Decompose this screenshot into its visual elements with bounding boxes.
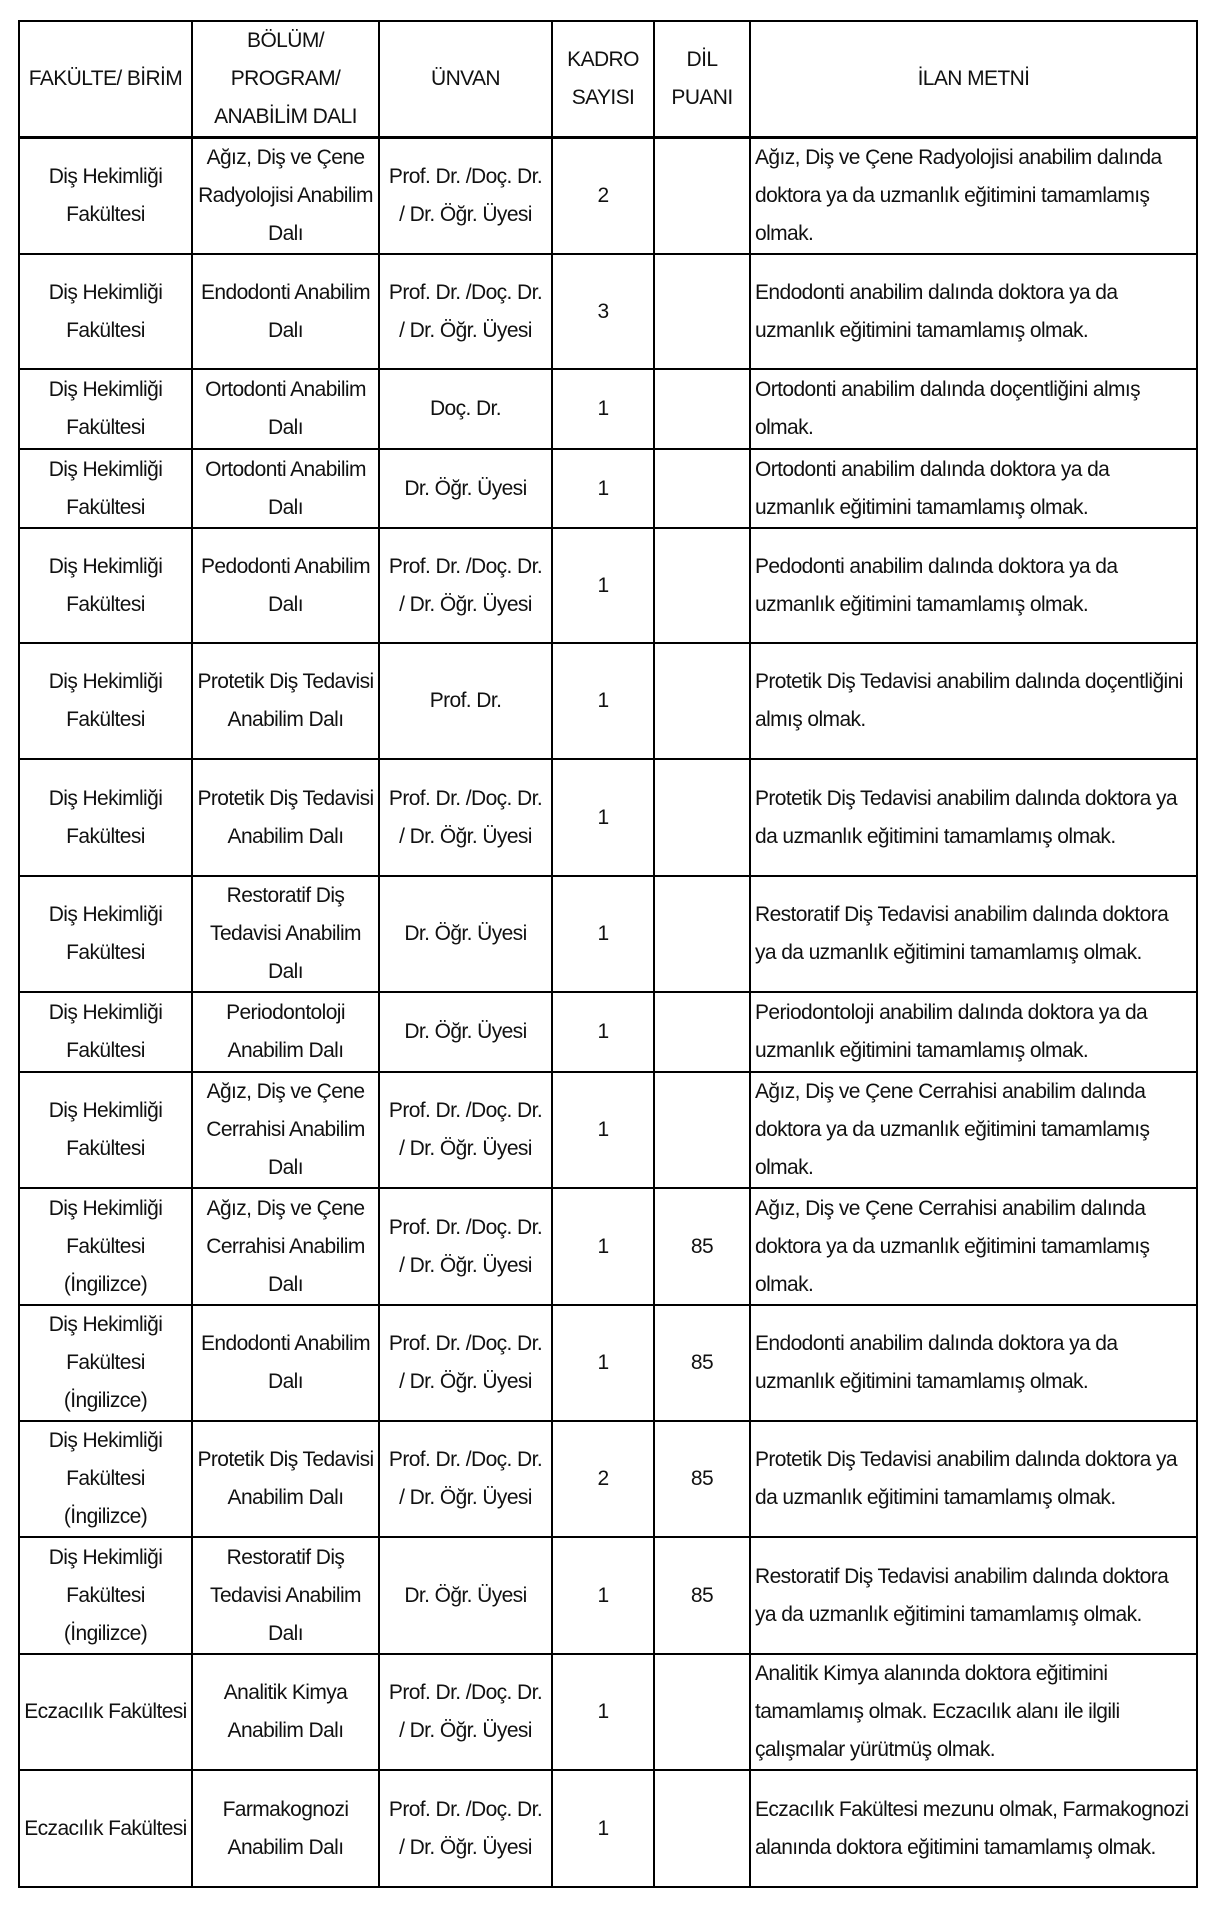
table-row xyxy=(19,254,1197,369)
cell-unvan: Prof. Dr. /Doç. Dr. / Dr. Öğr. Üyesi xyxy=(379,1188,552,1305)
table-row xyxy=(19,643,1197,759)
cell-fakulte: Diş Hekimliği Fakültesi xyxy=(19,528,192,643)
cell-ilan: Ortodonti anabilim dalında doktora ya da uzmanlık eğitimini tamamlamış olmak. xyxy=(750,449,1197,528)
cell-bolum: Farmakognozi Anabilim Dalı xyxy=(192,1770,379,1887)
cell-unvan: Prof. Dr. /Doç. Dr. / Dr. Öğr. Üyesi xyxy=(379,1305,552,1421)
cell-kadro: 2 xyxy=(552,138,654,255)
cell-fakulte: Eczacılık Fakültesi xyxy=(19,1770,192,1887)
table-row xyxy=(19,759,1197,876)
cell-fakulte: Diş Hekimliği Fakültesi (İngilizce) xyxy=(19,1537,192,1654)
cell-kadro: 1 xyxy=(552,643,654,759)
table-row xyxy=(19,1654,1197,1770)
cell-dil xyxy=(654,876,750,992)
cell-bolum: Ortodonti Anabilim Dalı xyxy=(192,449,379,528)
cell-unvan: Prof. Dr. xyxy=(379,643,552,759)
cell-ilan: Protetik Diş Tedavisi anabilim dalında doktora ya da uzmanlık eğitimini tamamlamış olmak. xyxy=(750,1421,1197,1537)
cell-ilan: Analitik Kimya alanında doktora eğitimini tamamlamış olmak. Eczacılık alanı ile ilgili çalışmalar yürütmüş olmak. xyxy=(750,1654,1197,1770)
cell-unvan: Dr. Öğr. Üyesi xyxy=(379,1537,552,1654)
cell-ilan: Eczacılık Fakültesi mezunu olmak, Farmakognozi alanında doktora eğitimini tamamlamış olmak. xyxy=(750,1770,1197,1887)
cell-kadro: 2 xyxy=(552,1421,654,1537)
cell-dil xyxy=(654,138,750,255)
cell-kadro: 1 xyxy=(552,876,654,992)
cell-dil: 85 xyxy=(654,1421,750,1537)
cell-kadro: 1 xyxy=(552,1305,654,1421)
cell-kadro: 3 xyxy=(552,254,654,369)
table-row xyxy=(19,876,1197,992)
cell-kadro: 1 xyxy=(552,1537,654,1654)
cell-bolum: Periodontoloji Anabilim Dalı xyxy=(192,992,379,1072)
cell-ilan: Endodonti anabilim dalında doktora ya da uzmanlık eğitimini tamamlamış olmak. xyxy=(750,1305,1197,1421)
cell-fakulte: Diş Hekimliği Fakültesi xyxy=(19,759,192,876)
cell-unvan: Prof. Dr. /Doç. Dr. / Dr. Öğr. Üyesi xyxy=(379,254,552,369)
cell-kadro: 1 xyxy=(552,1654,654,1770)
cell-dil xyxy=(654,643,750,759)
cell-dil xyxy=(654,449,750,528)
cell-unvan: Prof. Dr. /Doç. Dr. / Dr. Öğr. Üyesi xyxy=(379,1770,552,1887)
cell-dil xyxy=(654,528,750,643)
cell-unvan: Prof. Dr. /Doç. Dr. / Dr. Öğr. Üyesi xyxy=(379,1421,552,1537)
cell-fakulte: Diş Hekimliği Fakültesi xyxy=(19,138,192,255)
cell-dil: 85 xyxy=(654,1537,750,1654)
cell-fakulte: Diş Hekimliği Fakültesi xyxy=(19,876,192,992)
cell-fakulte: Diş Hekimliği Fakültesi (İngilizce) xyxy=(19,1305,192,1421)
cell-kadro: 1 xyxy=(552,992,654,1072)
cell-unvan: Prof. Dr. /Doç. Dr. / Dr. Öğr. Üyesi xyxy=(379,138,552,255)
header-dil: DİL PUANI xyxy=(654,21,750,138)
cell-ilan: Ağız, Diş ve Çene Cerrahisi anabilim dalında doktora ya da uzmanlık eğitimini tamamlamış olmak. xyxy=(750,1072,1197,1188)
cell-bolum: Pedodonti Anabilim Dalı xyxy=(192,528,379,643)
cell-ilan: Endodonti anabilim dalında doktora ya da uzmanlık eğitimini tamamlamış olmak. xyxy=(750,254,1197,369)
cell-bolum: Endodonti Anabilim Dalı xyxy=(192,254,379,369)
table-row xyxy=(19,1305,1197,1421)
cell-bolum: Ağız, Diş ve Çene Radyolojisi Anabilim Dalı xyxy=(192,138,379,255)
cell-unvan: Dr. Öğr. Üyesi xyxy=(379,876,552,992)
cell-fakulte: Diş Hekimliği Fakültesi xyxy=(19,449,192,528)
cell-ilan: Protetik Diş Tedavisi anabilim dalında doktora ya da uzmanlık eğitimini tamamlamış olmak. xyxy=(750,759,1197,876)
cell-kadro: 1 xyxy=(552,1072,654,1188)
table-header-row xyxy=(19,21,1197,138)
cell-fakulte: Diş Hekimliği Fakültesi (İngilizce) xyxy=(19,1188,192,1305)
cell-fakulte: Diş Hekimliği Fakültesi xyxy=(19,254,192,369)
table-row xyxy=(19,138,1197,255)
cell-dil xyxy=(654,759,750,876)
cell-fakulte: Diş Hekimliği Fakültesi xyxy=(19,1072,192,1188)
faculty-positions-table xyxy=(18,20,1198,1888)
cell-bolum: Protetik Diş Tedavisi Anabilim Dalı xyxy=(192,759,379,876)
cell-fakulte: Eczacılık Fakültesi xyxy=(19,1654,192,1770)
cell-kadro: 1 xyxy=(552,528,654,643)
cell-bolum: Ağız, Diş ve Çene Cerrahisi Anabilim Dalı xyxy=(192,1072,379,1188)
cell-dil xyxy=(654,1770,750,1887)
cell-dil: 85 xyxy=(654,1188,750,1305)
table-row xyxy=(19,1421,1197,1537)
cell-ilan: Ağız, Diş ve Çene Cerrahisi anabilim dalında doktora ya da uzmanlık eğitimini tamamlamış olmak. xyxy=(750,1188,1197,1305)
table-row xyxy=(19,1188,1197,1305)
table-row xyxy=(19,369,1197,449)
cell-unvan: Doç. Dr. xyxy=(379,369,552,449)
header-kadro: KADRO SAYISI xyxy=(552,21,654,138)
cell-bolum: Protetik Diş Tedavisi Anabilim Dalı xyxy=(192,1421,379,1537)
cell-dil xyxy=(654,1072,750,1188)
cell-ilan: Restoratif Diş Tedavisi anabilim dalında doktora ya da uzmanlık eğitimini tamamlamış olmak. xyxy=(750,1537,1197,1654)
table-row xyxy=(19,528,1197,643)
cell-ilan: Pedodonti anabilim dalında doktora ya da uzmanlık eğitimini tamamlamış olmak. xyxy=(750,528,1197,643)
cell-kadro: 1 xyxy=(552,759,654,876)
cell-kadro: 1 xyxy=(552,1770,654,1887)
cell-bolum: Restoratif Diş Tedavisi Anabilim Dalı xyxy=(192,876,379,992)
cell-bolum: Analitik Kimya Anabilim Dalı xyxy=(192,1654,379,1770)
cell-ilan: Ortodonti anabilim dalında doçentliğini almış olmak. xyxy=(750,369,1197,449)
table-row xyxy=(19,449,1197,528)
header-fakulte: FAKÜLTE/ BİRİM xyxy=(19,21,192,138)
cell-unvan: Prof. Dr. /Doç. Dr. / Dr. Öğr. Üyesi xyxy=(379,1072,552,1188)
cell-unvan: Prof. Dr. /Doç. Dr. / Dr. Öğr. Üyesi xyxy=(379,759,552,876)
cell-bolum: Protetik Diş Tedavisi Anabilim Dalı xyxy=(192,643,379,759)
cell-dil xyxy=(654,1654,750,1770)
header-unvan: ÜNVAN xyxy=(379,21,552,138)
cell-bolum: Restoratif Diş Tedavisi Anabilim Dalı xyxy=(192,1537,379,1654)
cell-unvan: Prof. Dr. /Doç. Dr. / Dr. Öğr. Üyesi xyxy=(379,528,552,643)
cell-dil xyxy=(654,992,750,1072)
cell-fakulte: Diş Hekimliği Fakültesi (İngilizce) xyxy=(19,1421,192,1537)
table-row xyxy=(19,1537,1197,1654)
cell-kadro: 1 xyxy=(552,449,654,528)
cell-bolum: Ağız, Diş ve Çene Cerrahisi Anabilim Dalı xyxy=(192,1188,379,1305)
table-row xyxy=(19,992,1197,1072)
cell-fakulte: Diş Hekimliği Fakültesi xyxy=(19,992,192,1072)
cell-fakulte: Diş Hekimliği Fakültesi xyxy=(19,643,192,759)
cell-fakulte: Diş Hekimliği Fakültesi xyxy=(19,369,192,449)
table-row xyxy=(19,1770,1197,1887)
cell-bolum: Ortodonti Anabilim Dalı xyxy=(192,369,379,449)
cell-unvan: Dr. Öğr. Üyesi xyxy=(379,992,552,1072)
cell-bolum: Endodonti Anabilim Dalı xyxy=(192,1305,379,1421)
cell-unvan: Dr. Öğr. Üyesi xyxy=(379,449,552,528)
cell-dil xyxy=(654,369,750,449)
cell-ilan: Protetik Diş Tedavisi anabilim dalında doçentliğini almış olmak. xyxy=(750,643,1197,759)
cell-dil xyxy=(654,254,750,369)
cell-ilan: Ağız, Diş ve Çene Radyolojisi anabilim dalında doktora ya da uzmanlık eğitimini tamamlamış olmak. xyxy=(750,138,1197,255)
cell-ilan: Restoratif Diş Tedavisi anabilim dalında doktora ya da uzmanlık eğitimini tamamlamış olmak. xyxy=(750,876,1197,992)
cell-dil: 85 xyxy=(654,1305,750,1421)
cell-ilan: Periodontoloji anabilim dalında doktora ya da uzmanlık eğitimini tamamlamış olmak. xyxy=(750,992,1197,1072)
cell-kadro: 1 xyxy=(552,369,654,449)
header-bolum: BÖLÜM/ PROGRAM/ ANABİLİM DALI xyxy=(192,21,379,138)
header-ilan: İLAN METNİ xyxy=(750,21,1197,138)
cell-unvan: Prof. Dr. /Doç. Dr. / Dr. Öğr. Üyesi xyxy=(379,1654,552,1770)
cell-kadro: 1 xyxy=(552,1188,654,1305)
table-row xyxy=(19,1072,1197,1188)
